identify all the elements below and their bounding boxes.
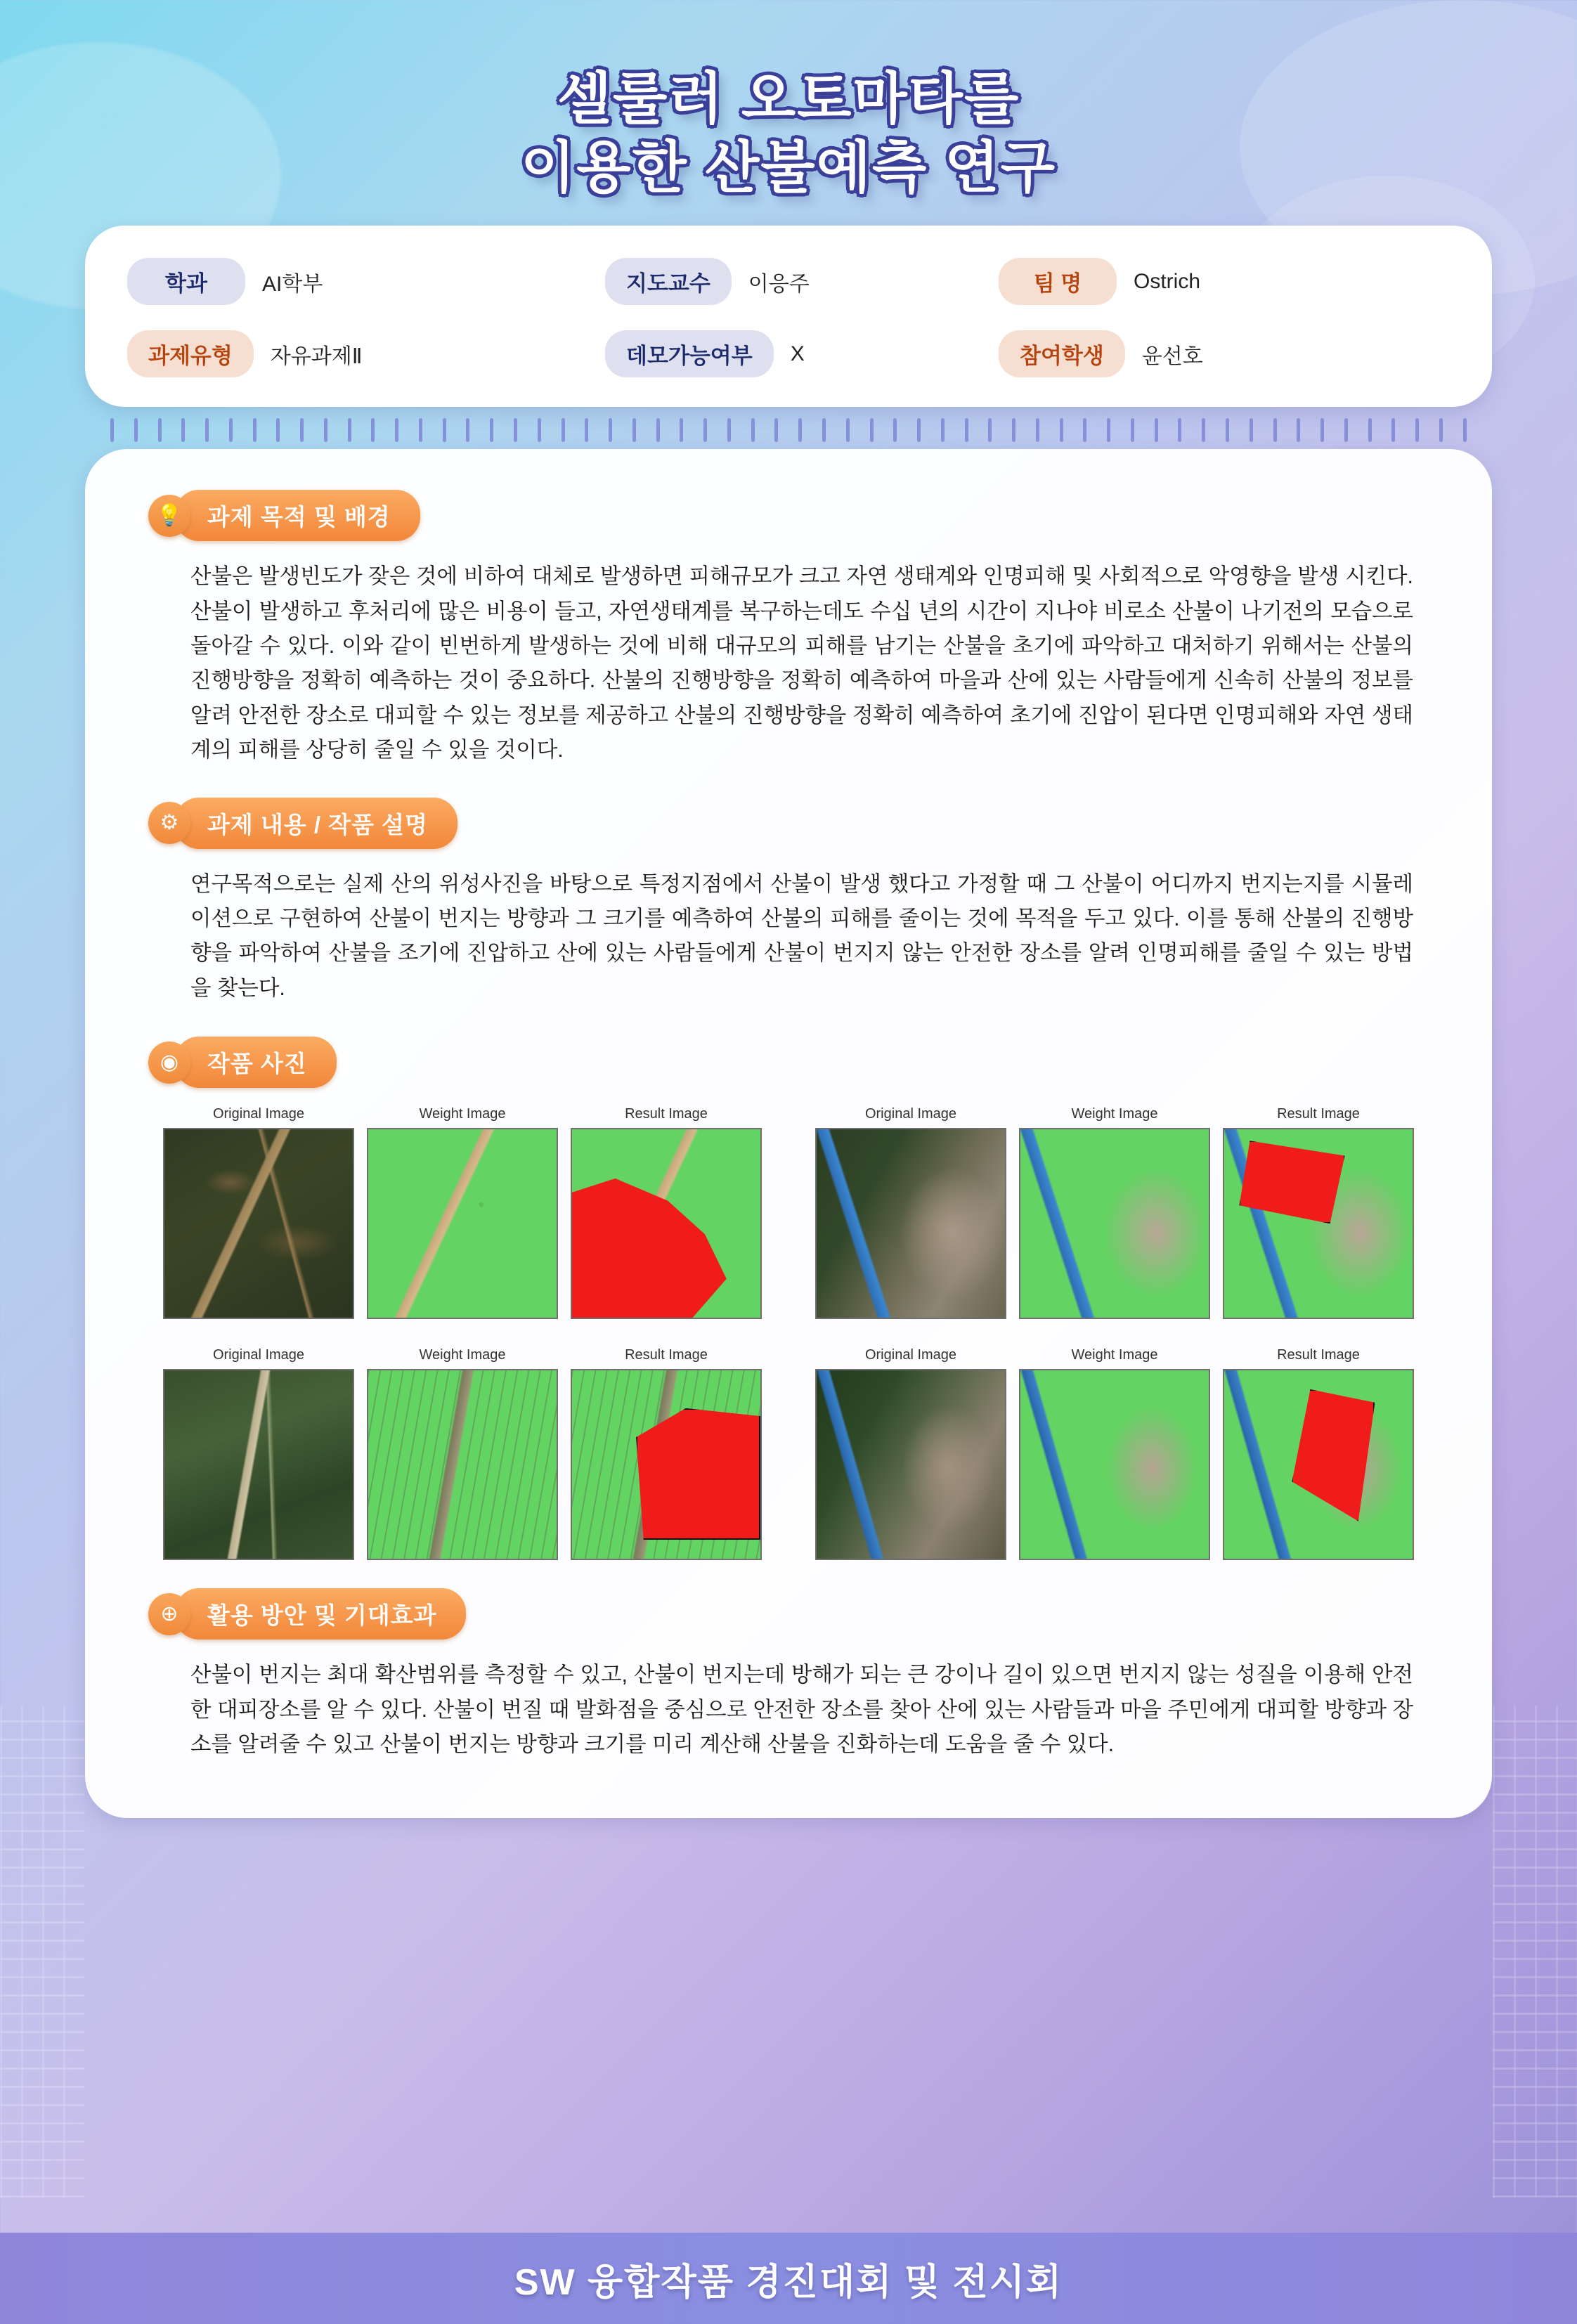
original-image [815,1128,1006,1319]
section-title: 작품 사진 [175,1037,337,1088]
info-field-demo-available [605,330,999,377]
image-group [815,1347,1414,1560]
info-row [127,330,1450,377]
info-field-students [999,330,1392,377]
image-cell [1019,1347,1210,1560]
section-header [148,798,1429,849]
section-header [148,490,1429,541]
section-outcome [85,1588,1492,1762]
section-content [85,798,1492,1006]
image-group [163,1347,762,1560]
info-value: X [790,342,805,365]
info-value: 이응주 [748,272,810,296]
image-cell [815,1347,1006,1560]
original-image [815,1369,1006,1560]
weight-image [1019,1369,1210,1560]
image-row [148,1347,1429,1560]
section-photos [85,1037,1492,1560]
result-image [1223,1128,1414,1319]
image-row [148,1106,1429,1319]
image-cell [163,1106,354,1319]
image-cell [571,1106,762,1319]
image-caption: Result Image [625,1347,708,1363]
fire-region [636,1408,760,1540]
image-cell [367,1106,558,1319]
image-grid [148,1106,1429,1560]
image-caption: Weight Image [1071,1347,1158,1363]
title-line-2: 이용한 산불예측 연구 [521,136,1056,199]
image-cell [571,1347,762,1560]
poster-footer [0,2233,1577,2324]
info-value: 자유과제Ⅱ [270,344,363,368]
section-title: 활용 방안 및 기대효과 [175,1588,466,1640]
info-label: 학과 [127,258,245,305]
info-field-project-type [127,330,605,377]
info-value: 윤선호 [1141,344,1203,368]
image-caption: Original Image [212,1106,305,1122]
fire-region [1239,1141,1344,1223]
info-label: 과제유형 [127,330,254,377]
info-label: 지도교수 [605,258,732,305]
weight-image [1019,1128,1210,1319]
image-caption: Result Image [1277,1106,1360,1122]
gear-icon: ⚙ [148,802,190,844]
section-text: 산불은 발생빈도가 잦은 것에 비하여 대체로 발생하면 피해규모가 크고 자연 생태계와 인명피해 및 사회적으로 악영향을 발생 시킨다. 산불이 발생하고 후처리에 많은 비용이 들고, 자연생태계를 복구하는데도 수십 년의 시간이 지나야 비로소 산불이 나기전의 모습으로 돌아갈 수 있다. 이와 같이 빈번하게 발생하는 것에 비해 대규모의 피해를 남기는 산불을 초기에 파악하고 대처하기 위해서는 산불의 진행방향을 정확히 예측하는 것이 중요하다. 산불의 진행방향을 정확히 예측하여 마을과 산에 있는 사람들에게 신속히 산불의 정보를 알려 안전한 장소로 대피할 수 있는 정보를 제공하고 산불의 진행방향을 정확히 예측하여 초기에 진압이 된다면 인명피해와 자연 생태계의 피해를 상당히 줄일 수 있을 것이다. [190,564,1413,762]
image-caption: Original Image [864,1347,957,1363]
globe-icon: ⊕ [148,1593,190,1635]
section-title: 과제 내용 / 작품 설명 [175,798,457,849]
section-header [148,1037,1429,1088]
weight-image [367,1128,558,1319]
result-image [571,1369,762,1560]
image-cell [367,1347,558,1560]
section-text: 연구목적으로는 실제 산의 위성사진을 바탕으로 특정지점에서 산불이 발생 했다고 가정할 때 그 산불이 어디까지 번지는지를 시뮬레이션으로 구현하여 산불이 번지는 방향과 그 크기를 예측하여 산불의 피해를 줄이는 것에 목적을 두고 있다. 이를 통해 산불의 진행방향을 파악하여 산불을 조기에 진압하고 산에 있는 사람들에게 산불이 번지지 않는 안전한 장소를 알려 인명피해를 줄일 수 있는 방법을 찾는다. [190,871,1413,1000]
camera-icon: ◉ [148,1041,190,1084]
info-field-advisor [605,258,999,305]
info-field-team [999,258,1392,305]
stitch-divider [110,418,1467,442]
result-image [571,1128,762,1319]
section-title: 과제 목적 및 배경 [175,490,420,541]
lightbulb-icon: 💡 [148,495,190,537]
project-info-card [85,226,1492,407]
background-grid-right [1493,1706,1577,2198]
image-cell [163,1347,354,1560]
background-grid-left [0,1706,84,2198]
poster-body [85,449,1492,1818]
info-row [127,258,1450,305]
fire-region [1292,1389,1375,1521]
section-header [148,1588,1429,1640]
poster-title [0,0,1577,202]
info-field-department [127,258,605,305]
result-image [1223,1369,1414,1560]
image-caption: Weight Image [419,1347,506,1363]
footer-title: SW 융합작품 경진대회 및 전시회 [514,2261,1063,2303]
fire-region [572,1179,727,1318]
info-label: 데모가능여부 [605,330,774,377]
image-cell [1019,1106,1210,1319]
image-group [815,1106,1414,1319]
image-cell [815,1106,1006,1319]
image-caption: Result Image [625,1106,708,1122]
info-label: 참여학생 [999,330,1125,377]
image-caption: Weight Image [1071,1106,1158,1122]
original-image [163,1369,354,1560]
section-purpose [85,490,1492,767]
weight-image [367,1369,558,1560]
section-text: 산불이 번지는 최대 확산범위를 측정할 수 있고, 산불이 번지는데 방해가 되는 큰 강이나 길이 있으면 번지지 않는 성질을 이용해 안전한 대피장소를 알 수 있다. 산불이 번질 때 발화점을 중심으로 안전한 장소를 찾아 산에 있는 사람들과 마을 주민에게 대피할 방향과 장소를 알려줄 수 있고 산불이 번지는 방향과 크기를 미리 계산해 산불을 진화하는데 도움을 줄 수 있다. [190,1663,1413,1757]
image-cell [1223,1106,1414,1319]
image-caption: Weight Image [419,1106,506,1122]
info-label: 팀 명 [999,258,1117,305]
image-caption: Original Image [212,1347,305,1363]
info-value: AI학부 [262,272,323,296]
info-value: Ostrich [1134,269,1201,293]
image-group [163,1106,762,1319]
image-cell [1223,1347,1414,1560]
image-caption: Original Image [864,1106,957,1122]
original-image [163,1128,354,1319]
image-caption: Result Image [1277,1347,1360,1363]
title-line-1: 셀룰러 오토마타를 [557,67,1020,130]
